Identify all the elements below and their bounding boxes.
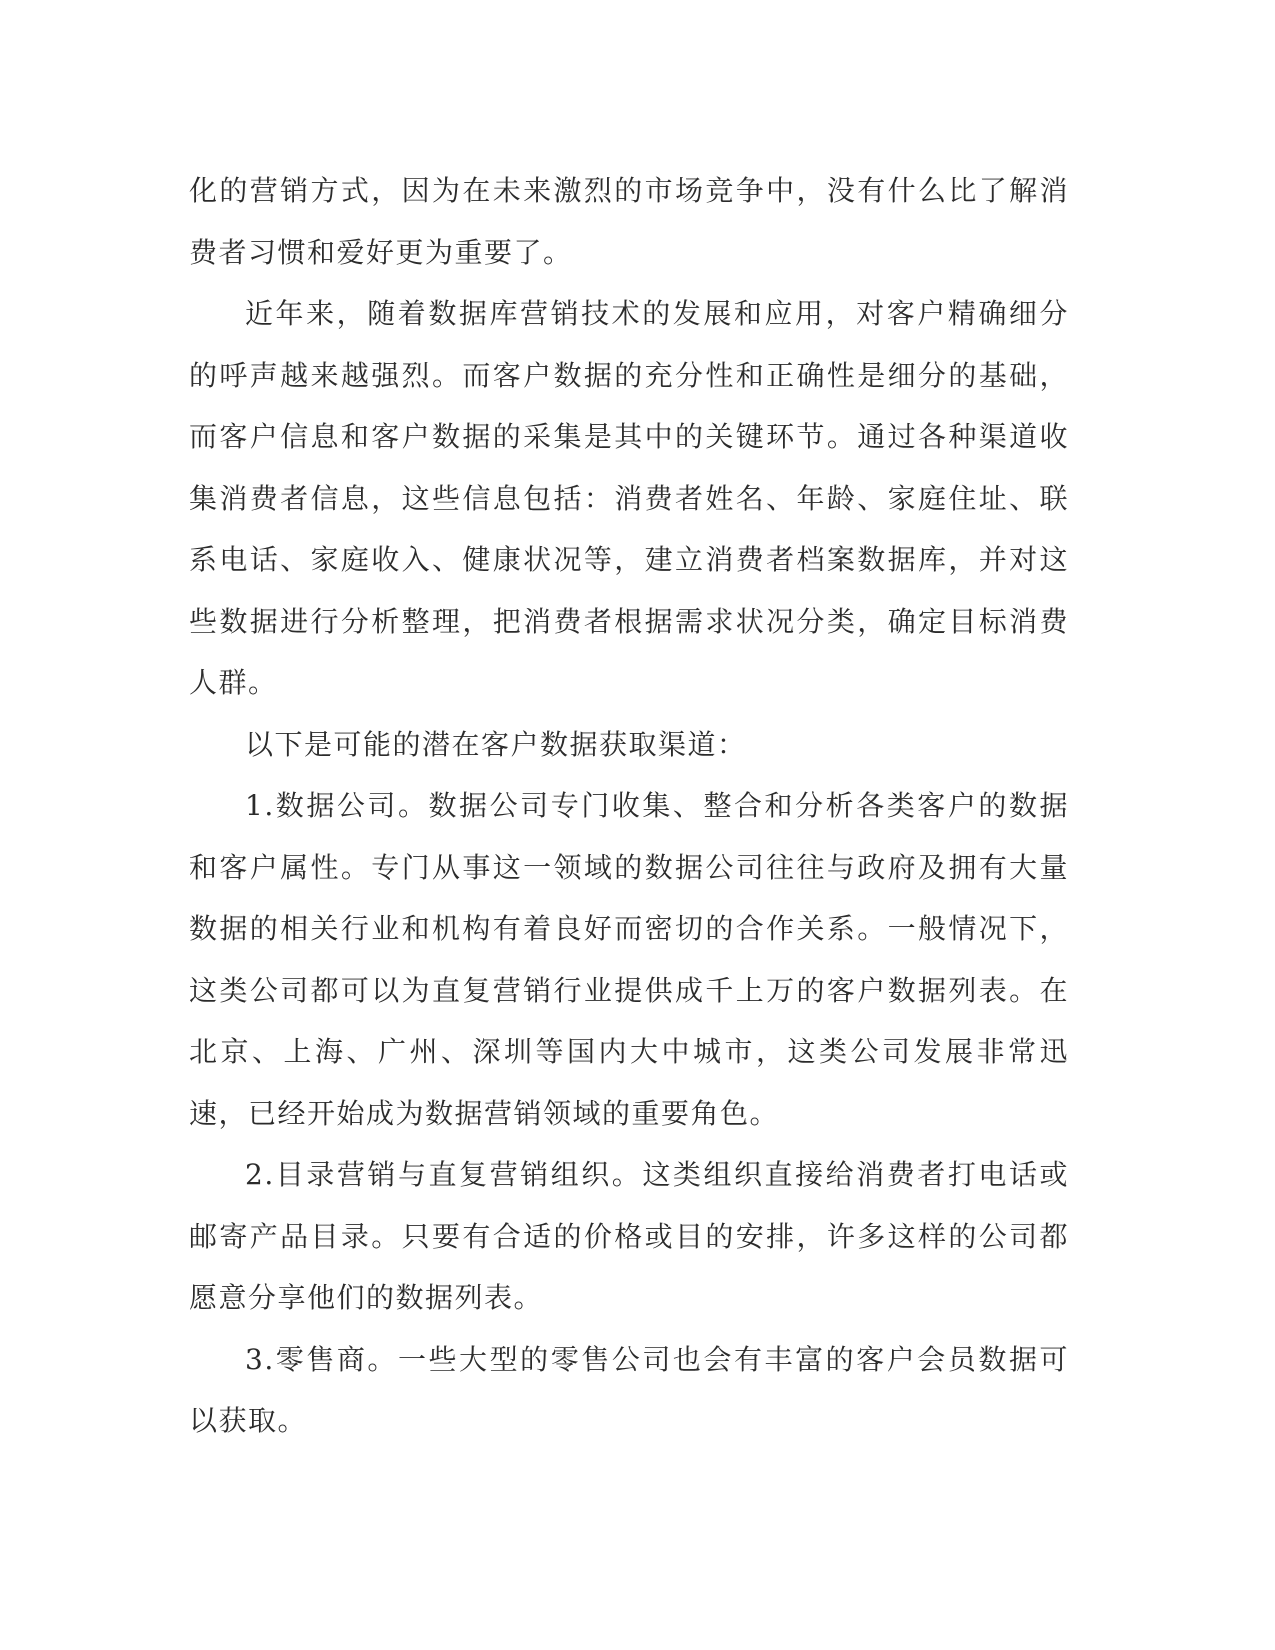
paragraph-continuation: 化的营销方式，因为在未来激烈的市场竞争中，没有什么比了解消费者习惯和爱好更为重要了。 (189, 174, 1069, 269)
paragraph-channels-intro: 以下是可能的潜在客户数据获取渠道： (245, 727, 747, 761)
paragraph-item-retailers: 3.零售商。一些大型的零售公司也会有丰富的客户会员数据可以获取。 (189, 1342, 1069, 1437)
paragraph-item-catalog-marketing: 2.目录营销与直复营销组织。这类组织直接给消费者打电话或邮寄产品目录。只要有合适的价格或目的安排，许多这样的公司都愿意分享他们的数据列表。 (189, 1158, 1069, 1314)
paragraph-database-marketing: 近年来，随着数据库营销技术的发展和应用，对客户精确细分的呼声越来越强烈。而客户数据的充分性和正确性是细分的基础，而客户信息和客户数据的采集是其中的关键环节。通过各种渠道收集消费者信息，这些信息包括：消费者姓名、年龄、家庭住址、联系电话、家庭收入、健康状况等，建立消费者档案数据库，并对这些数据进行分析整理，把消费者根据需求状况分类，确定目标消费人群。 (189, 297, 1069, 699)
document-body (189, 160, 1069, 1452)
paragraph-item-data-companies: 1.数据公司。数据公司专门收集、整合和分析各类客户的数据和客户属性。专门从事这一领域的数据公司往往与政府及拥有大量数据的相关行业和机构有着良好而密切的合作关系。一般情况下，这类公司都可以为直复营销行业提供成千上万的客户数据列表。在北京、上海、广州、深圳等国内大中城市，这类公司发展非常迅速，已经开始成为数据营销领域的重要角色。 (189, 789, 1069, 1130)
